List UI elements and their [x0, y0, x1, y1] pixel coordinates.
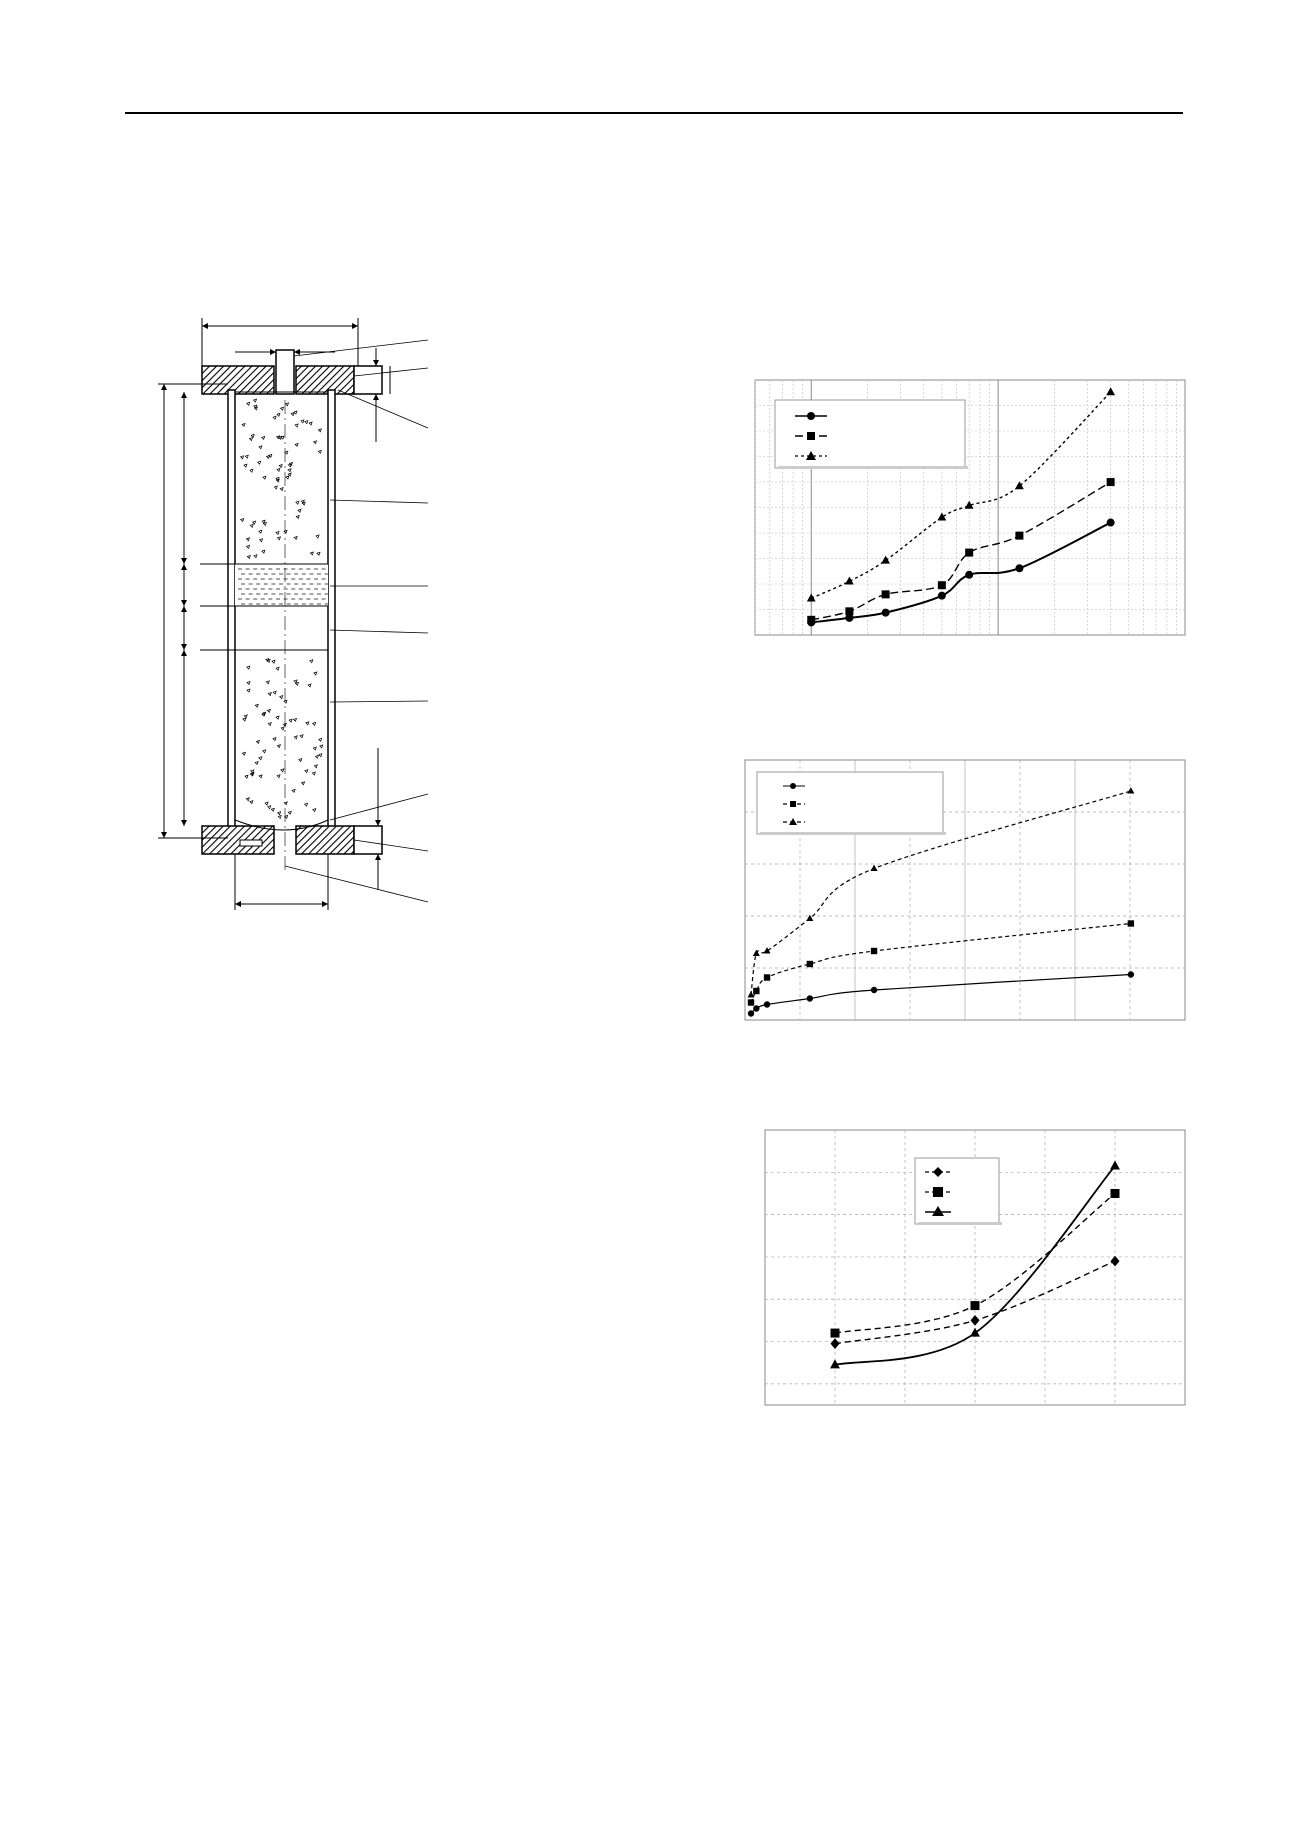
- soil-grain: [246, 798, 249, 801]
- soil-grain: [294, 536, 297, 539]
- soil-grain: [262, 550, 265, 553]
- soil-grain: [265, 802, 268, 805]
- chart-2-series-1-point: [1128, 971, 1134, 977]
- soil-grain: [247, 666, 250, 669]
- chart-1-series-2-point: [965, 549, 973, 557]
- soil-grain: [314, 765, 317, 768]
- chart-2: [745, 760, 1185, 1020]
- soil-grain: [258, 461, 261, 464]
- chart-1-series-1-point: [965, 571, 973, 579]
- soil-grain: [256, 740, 259, 743]
- soil-grain: [268, 723, 271, 726]
- soil-grain: [259, 530, 262, 533]
- chart-1-series-2-point: [882, 590, 890, 598]
- soil-grain: [276, 667, 279, 670]
- lower-soil-layer: [242, 658, 322, 818]
- soil-grain: [268, 693, 271, 696]
- soil-grain: [305, 803, 308, 806]
- chart-2-series-1-point: [807, 995, 813, 1001]
- legend-series-1-marker: [790, 783, 796, 789]
- soil-grain: [272, 660, 275, 663]
- soil-grain: [250, 524, 253, 527]
- soil-grain: [273, 416, 276, 419]
- soil-grain: [300, 735, 303, 738]
- soil-grain: [245, 775, 248, 778]
- soil-grain: [310, 552, 313, 555]
- soil-grain: [293, 718, 296, 721]
- soil-grain: [286, 476, 289, 479]
- soil-grain: [289, 719, 292, 722]
- chart-2-series-2-point: [753, 988, 759, 994]
- column-tube: [228, 390, 335, 830]
- chart-1-series-2-point: [807, 616, 815, 624]
- chart-3: [765, 1130, 1185, 1405]
- soil-grain: [247, 689, 250, 692]
- soil-grain: [250, 469, 253, 472]
- chart-1-series-2-point: [938, 581, 946, 589]
- chart-1-series-1-point: [1107, 519, 1115, 527]
- soil-grain: [313, 441, 316, 444]
- legend-series-2-marker: [790, 801, 796, 807]
- soil-grain: [259, 446, 262, 449]
- soil-grain: [318, 429, 321, 432]
- chart-3-series-2-point: [831, 1329, 840, 1338]
- height-dimensions: [158, 384, 228, 838]
- chart-1-series-1-point: [882, 609, 890, 617]
- soil-grain: [276, 531, 279, 534]
- soil-grain: [259, 775, 262, 778]
- soil-grain: [285, 451, 288, 454]
- soil-grain: [320, 745, 323, 748]
- soil-grain: [262, 436, 265, 439]
- soil-grain: [247, 545, 250, 548]
- soil-grain: [254, 555, 257, 558]
- soil-grain: [302, 782, 305, 785]
- soil-grain: [247, 402, 250, 405]
- soil-grain: [305, 421, 308, 424]
- soil-grain: [277, 413, 280, 416]
- chart-3-series-2-point: [971, 1301, 980, 1310]
- soil-grain: [277, 537, 280, 540]
- soil-grain: [288, 811, 291, 814]
- soil-grain: [247, 556, 250, 559]
- chart-1-legend: [775, 400, 968, 469]
- soil-grain: [280, 488, 283, 491]
- soil-grain: [277, 468, 280, 471]
- soil-grain: [312, 772, 315, 775]
- soil-grain: [242, 752, 245, 755]
- soil-grain: [295, 443, 298, 446]
- soil-grain: [306, 722, 309, 725]
- soil-grain: [319, 754, 322, 757]
- chart-2-series-1-point: [748, 1010, 754, 1016]
- chart-2-series-2-point: [748, 999, 754, 1005]
- soil-grain: [313, 809, 316, 812]
- soil-grain: [319, 738, 322, 741]
- soil-grain: [305, 770, 308, 773]
- soil-grain: [294, 680, 297, 683]
- soil-grain: [313, 747, 316, 750]
- soil-grain: [313, 722, 316, 725]
- chart-2-series-2-point: [764, 974, 770, 980]
- soil-grain: [267, 659, 270, 662]
- soil-grain: [274, 486, 277, 489]
- chart-2-series-2-point: [871, 948, 877, 954]
- soil-grain: [288, 473, 291, 476]
- soil-grain: [250, 801, 253, 804]
- header-rule: [125, 112, 1183, 114]
- soil-grain: [281, 769, 284, 772]
- chart-1: [755, 380, 1185, 635]
- soil-grain: [241, 518, 244, 521]
- soil-grain: [268, 806, 271, 809]
- soil-grain: [273, 691, 276, 694]
- chart-1-series-1-point: [1015, 564, 1023, 572]
- soil-grain: [284, 530, 287, 533]
- soil-grain: [263, 476, 266, 479]
- soil-grain: [245, 455, 248, 458]
- soil-grain: [259, 757, 262, 760]
- chart-2-series-1-point: [764, 1001, 770, 1007]
- soil-grain: [246, 538, 249, 541]
- soil-grain: [314, 672, 317, 675]
- soil-grain: [310, 660, 313, 663]
- soil-grain: [284, 700, 287, 703]
- soil-grain: [260, 539, 263, 542]
- soil-grain: [277, 775, 280, 778]
- soil-grain: [285, 403, 288, 406]
- soil-grain: [278, 812, 281, 815]
- chart-1-series-2-point: [845, 607, 853, 615]
- chart-2-series-1-point: [871, 987, 877, 993]
- soil-grain: [288, 469, 291, 472]
- chart-1-series-2-point: [1015, 532, 1023, 540]
- soil-grain: [315, 755, 318, 758]
- soil-grain: [317, 552, 320, 555]
- soil-grain: [279, 465, 282, 468]
- soil-grain: [251, 434, 254, 437]
- soil-grain: [318, 450, 321, 453]
- soil-grain: [273, 738, 276, 741]
- chart-2-series-2-point: [1128, 920, 1134, 926]
- chart-1-series-1-point: [938, 592, 946, 600]
- soil-grain: [253, 521, 256, 524]
- soil-grain: [266, 681, 269, 684]
- upper-soil-layer: [241, 399, 322, 558]
- legend-series-2-marker: [807, 432, 815, 440]
- top-cap: [202, 350, 382, 394]
- cap-height-dimensions: [376, 348, 390, 890]
- chart-3-legend: [915, 1158, 1002, 1225]
- chart-1-series-2-point: [1107, 478, 1115, 486]
- soil-grain: [267, 709, 270, 712]
- soil-grain: [298, 509, 301, 512]
- soil-grain: [294, 736, 297, 739]
- soil-grain: [247, 681, 250, 684]
- leader-lines: [285, 340, 428, 902]
- soil-grain: [281, 727, 284, 730]
- soil-grain: [277, 745, 280, 748]
- soil-grain: [253, 399, 256, 402]
- soil-grain: [280, 696, 283, 699]
- soil-grain: [243, 718, 246, 721]
- soil-grain: [278, 815, 281, 818]
- soil-grain: [299, 759, 302, 762]
- soil-grain: [291, 413, 294, 416]
- bottom-width-dimension: [235, 854, 328, 910]
- soil-grain: [316, 535, 319, 538]
- soil-grain: [255, 762, 258, 765]
- chart-2-legend: [757, 772, 946, 835]
- soil-grain: [308, 684, 311, 687]
- soil-grain: [255, 704, 258, 707]
- soil-grain: [267, 455, 270, 458]
- soil-grain: [241, 456, 244, 459]
- soil-grain: [292, 789, 295, 792]
- chart-3-series-2-point: [1111, 1189, 1120, 1198]
- soil-grain: [276, 716, 279, 719]
- soil-grain: [281, 407, 284, 410]
- soil-grain: [295, 424, 298, 427]
- soil-grain: [242, 423, 245, 426]
- compacted-layer: [200, 564, 329, 606]
- soil-grain: [249, 438, 252, 441]
- soil-grain: [244, 715, 247, 718]
- soil-grain: [309, 422, 312, 425]
- chart-2-series-2-point: [807, 961, 813, 967]
- soil-grain: [296, 515, 299, 518]
- column-apparatus-diagram: [180, 310, 440, 920]
- soil-grain: [244, 464, 247, 467]
- legend-series-1-marker: [807, 412, 815, 420]
- soil-grain: [263, 750, 266, 753]
- soil-grain: [301, 420, 304, 423]
- soil-grain: [288, 464, 291, 467]
- legend-series-2-marker: [933, 1187, 943, 1197]
- chart-2-series-1-point: [753, 1005, 759, 1011]
- soil-grain: [296, 501, 299, 504]
- soil-grain: [271, 808, 274, 811]
